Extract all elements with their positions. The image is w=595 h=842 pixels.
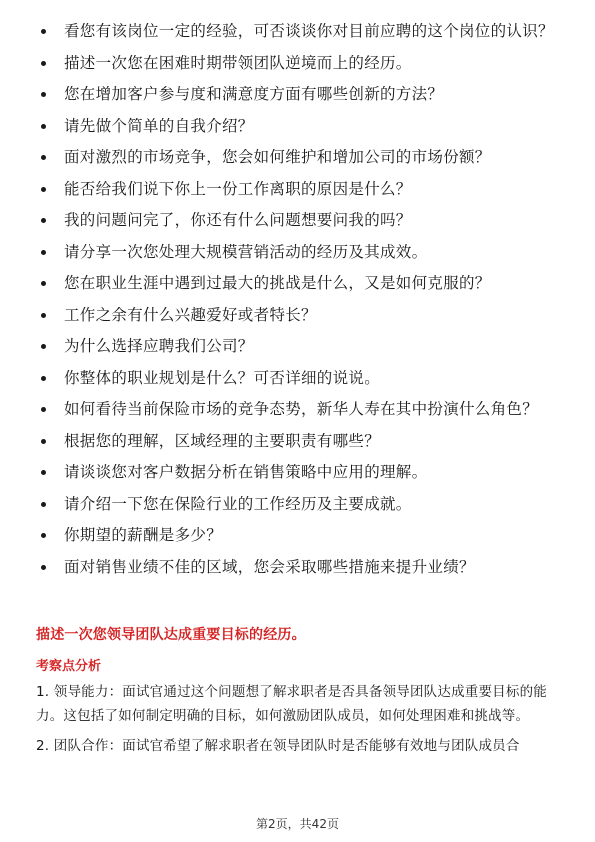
list-item — [36, 367, 556, 389]
question-text: 请谈谈您对客户数据分析在销售策略中应用的理解。 — [64, 463, 428, 481]
bullet-icon — [41, 92, 46, 97]
analysis-subheading: 考察点分析 — [36, 659, 102, 674]
question-text: 请分享一次您处理大规模营销活动的经历及其成效。 — [64, 242, 428, 261]
bullet-icon — [41, 344, 46, 349]
list-item — [36, 398, 556, 420]
question-text: 面对销售业绩不佳的区域，您会采取哪些措施来提升业绩？ — [64, 557, 475, 576]
bullet-icon — [41, 313, 46, 318]
question-text: 看您有该岗位一定的经验，可否谈谈你对目前应聘的这个岗位的认识？ — [64, 22, 554, 40]
section-heading: 描述一次您领导团队达成重要目标的经历。 — [36, 627, 306, 643]
bullet-icon — [41, 155, 46, 160]
question-text: 你期望的薪酬是多少？ — [64, 526, 223, 544]
list-item — [36, 430, 556, 452]
list-item — [36, 272, 556, 294]
bullet-icon — [41, 439, 46, 444]
question-text: 如何看待当前保险市场的竞争态势，新华人寿在其中扮演什么角色？ — [64, 400, 539, 418]
question-text: 面对激烈的市场竞争，您会如何维护和增加公司的市场份额？ — [64, 148, 491, 166]
bullet-icon — [41, 407, 46, 412]
list-item — [36, 178, 556, 200]
analysis-point: 2. 团队合作：面试官希望了解求职者在领导团队时是否能够有效地与团队成员合 — [36, 738, 520, 754]
question-text: 您在增加客户参与度和满意度方面有哪些创新的方法？ — [64, 85, 444, 103]
list-item — [36, 524, 556, 546]
bullet-icon — [41, 376, 46, 381]
list-item — [36, 335, 556, 357]
question-text: 为什么选择应聘我们公司？ — [64, 337, 254, 355]
list-item — [36, 115, 556, 137]
list-item — [36, 556, 556, 578]
list-item — [36, 241, 556, 263]
list-item — [36, 209, 556, 231]
analysis-points — [36, 680, 562, 764]
question-text: 工作之余有什么兴趣爱好或者特长？ — [64, 305, 317, 324]
question-text: 我的问题问完了，你还有什么问题想要问我的吗？ — [64, 211, 412, 229]
bullet-icon — [41, 533, 46, 538]
list-item — [36, 461, 556, 483]
question-text: 描述一次您在困难时期带领团队逆境而上的经历。 — [64, 53, 412, 72]
list-item — [36, 20, 556, 42]
question-text: 请介绍一下您在保险行业的工作经历及主要成就。 — [64, 494, 412, 513]
question-text: 能否给我们说下你上一份工作离职的原因是什么？ — [64, 179, 412, 198]
bullet-icon — [41, 565, 46, 570]
page-number: 第2页，共42页 — [256, 817, 339, 831]
bullet-icon — [41, 29, 46, 34]
bullet-icon — [41, 124, 46, 129]
list-item — [36, 52, 556, 74]
list-item — [36, 304, 556, 326]
bullet-icon — [41, 470, 46, 475]
bullet-icon — [41, 187, 46, 192]
question-text: 你整体的职业规划是什么？可否详细的说说。 — [64, 368, 381, 387]
bullet-icon — [41, 281, 46, 286]
bullet-icon — [41, 502, 46, 507]
analysis-point: 1. 领导能力：面试官通过这个问题想了解求职者是否具备领导团队达成重要目标的能力。这包括了如何制定明确的目标，如何激励团队成员，如何处理困难和挑战等。 — [36, 684, 547, 724]
question-list — [36, 20, 556, 587]
bullet-icon — [41, 250, 46, 255]
bullet-icon — [41, 61, 46, 66]
question-text: 请先做个简单的自我介绍？ — [64, 116, 254, 135]
list-item — [36, 146, 556, 168]
question-text: 您在职业生涯中遇到过最大的挑战是什么，又是如何克服的？ — [64, 274, 491, 292]
list-item — [36, 493, 556, 515]
bullet-icon — [41, 218, 46, 223]
question-text: 根据您的理解，区域经理的主要职责有哪些？ — [64, 431, 381, 450]
list-item — [36, 83, 556, 105]
